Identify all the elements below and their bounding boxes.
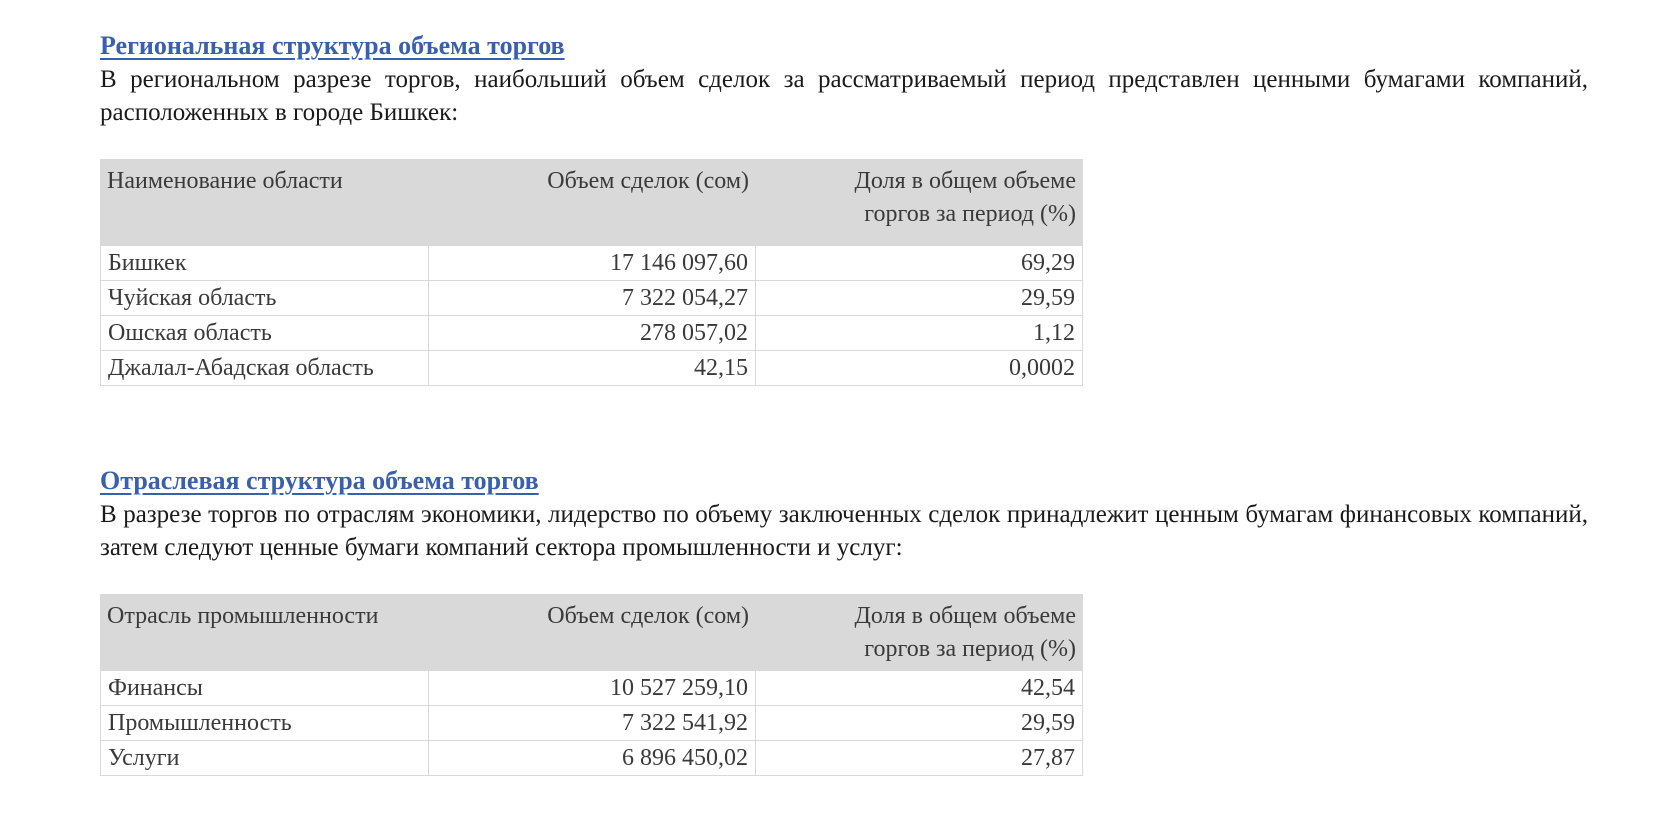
table-row xyxy=(100,351,1083,386)
table-row xyxy=(100,245,1083,281)
sectoral-table xyxy=(100,594,1083,776)
header-volume: Объем сделок (сом) xyxy=(429,159,756,245)
table-row xyxy=(100,316,1083,351)
cell-name: Промышленность xyxy=(100,706,429,741)
table-row xyxy=(100,741,1083,776)
header-share xyxy=(756,594,1083,670)
header-share-line2: горгов за период (%) xyxy=(864,636,1076,662)
cell-share: 29,59 xyxy=(756,706,1083,741)
sectoral-section xyxy=(100,465,1588,776)
header-share-line1: Доля в общем объеме xyxy=(854,168,1076,194)
cell-name: Финансы xyxy=(100,670,429,706)
header-share-line1: Доля в общем объеме xyxy=(854,603,1076,629)
regional-heading: Региональная структура объема торгов xyxy=(100,31,565,60)
header-sector-name: Отрасль промышленности xyxy=(100,594,429,670)
cell-volume: 7 322 054,27 xyxy=(429,281,756,316)
cell-volume: 17 146 097,60 xyxy=(429,245,756,281)
cell-name: Джалал-Абадская область xyxy=(100,351,429,386)
cell-name: Бишкек xyxy=(100,245,429,281)
cell-volume: 278 057,02 xyxy=(429,316,756,351)
table-row xyxy=(100,670,1083,706)
header-region-name: Наименование области xyxy=(100,159,429,245)
cell-volume: 10 527 259,10 xyxy=(429,670,756,706)
sectoral-heading: Отраслевая структура объема торгов xyxy=(100,466,539,495)
cell-share: 69,29 xyxy=(756,245,1083,281)
cell-share: 0,0002 xyxy=(756,351,1083,386)
table-header-row xyxy=(100,159,1083,245)
table-row xyxy=(100,706,1083,741)
header-volume: Объем сделок (сом) xyxy=(429,594,756,670)
regional-section xyxy=(100,30,1588,386)
cell-share: 29,59 xyxy=(756,281,1083,316)
cell-volume: 42,15 xyxy=(429,351,756,386)
cell-volume: 7 322 541,92 xyxy=(429,706,756,741)
header-share xyxy=(756,159,1083,245)
header-share-line2: горгов за период (%) xyxy=(864,201,1076,227)
table-header-row xyxy=(100,594,1083,670)
cell-share: 27,87 xyxy=(756,741,1083,776)
cell-share: 1,12 xyxy=(756,316,1083,351)
cell-share: 42,54 xyxy=(756,670,1083,706)
sectoral-paragraph: В разрезе торгов по отраслям экономики, лидерство по объему заключенных сделок принадлежит ценным бумагам финансовых компаний, затем следуют ценные бумаги компаний сектора промышленности и услуг: xyxy=(100,501,1588,561)
cell-name: Чуйская область xyxy=(100,281,429,316)
table-row xyxy=(100,281,1083,316)
cell-name: Услуги xyxy=(100,741,429,776)
regional-table xyxy=(100,159,1083,386)
cell-volume: 6 896 450,02 xyxy=(429,741,756,776)
cell-name: Ошская область xyxy=(100,316,429,351)
regional-paragraph: В региональном разрезе торгов, наибольший объем сделок за рассматриваемый период представлен ценными бумагами компаний, расположенных в городе Бишкек: xyxy=(100,66,1588,126)
